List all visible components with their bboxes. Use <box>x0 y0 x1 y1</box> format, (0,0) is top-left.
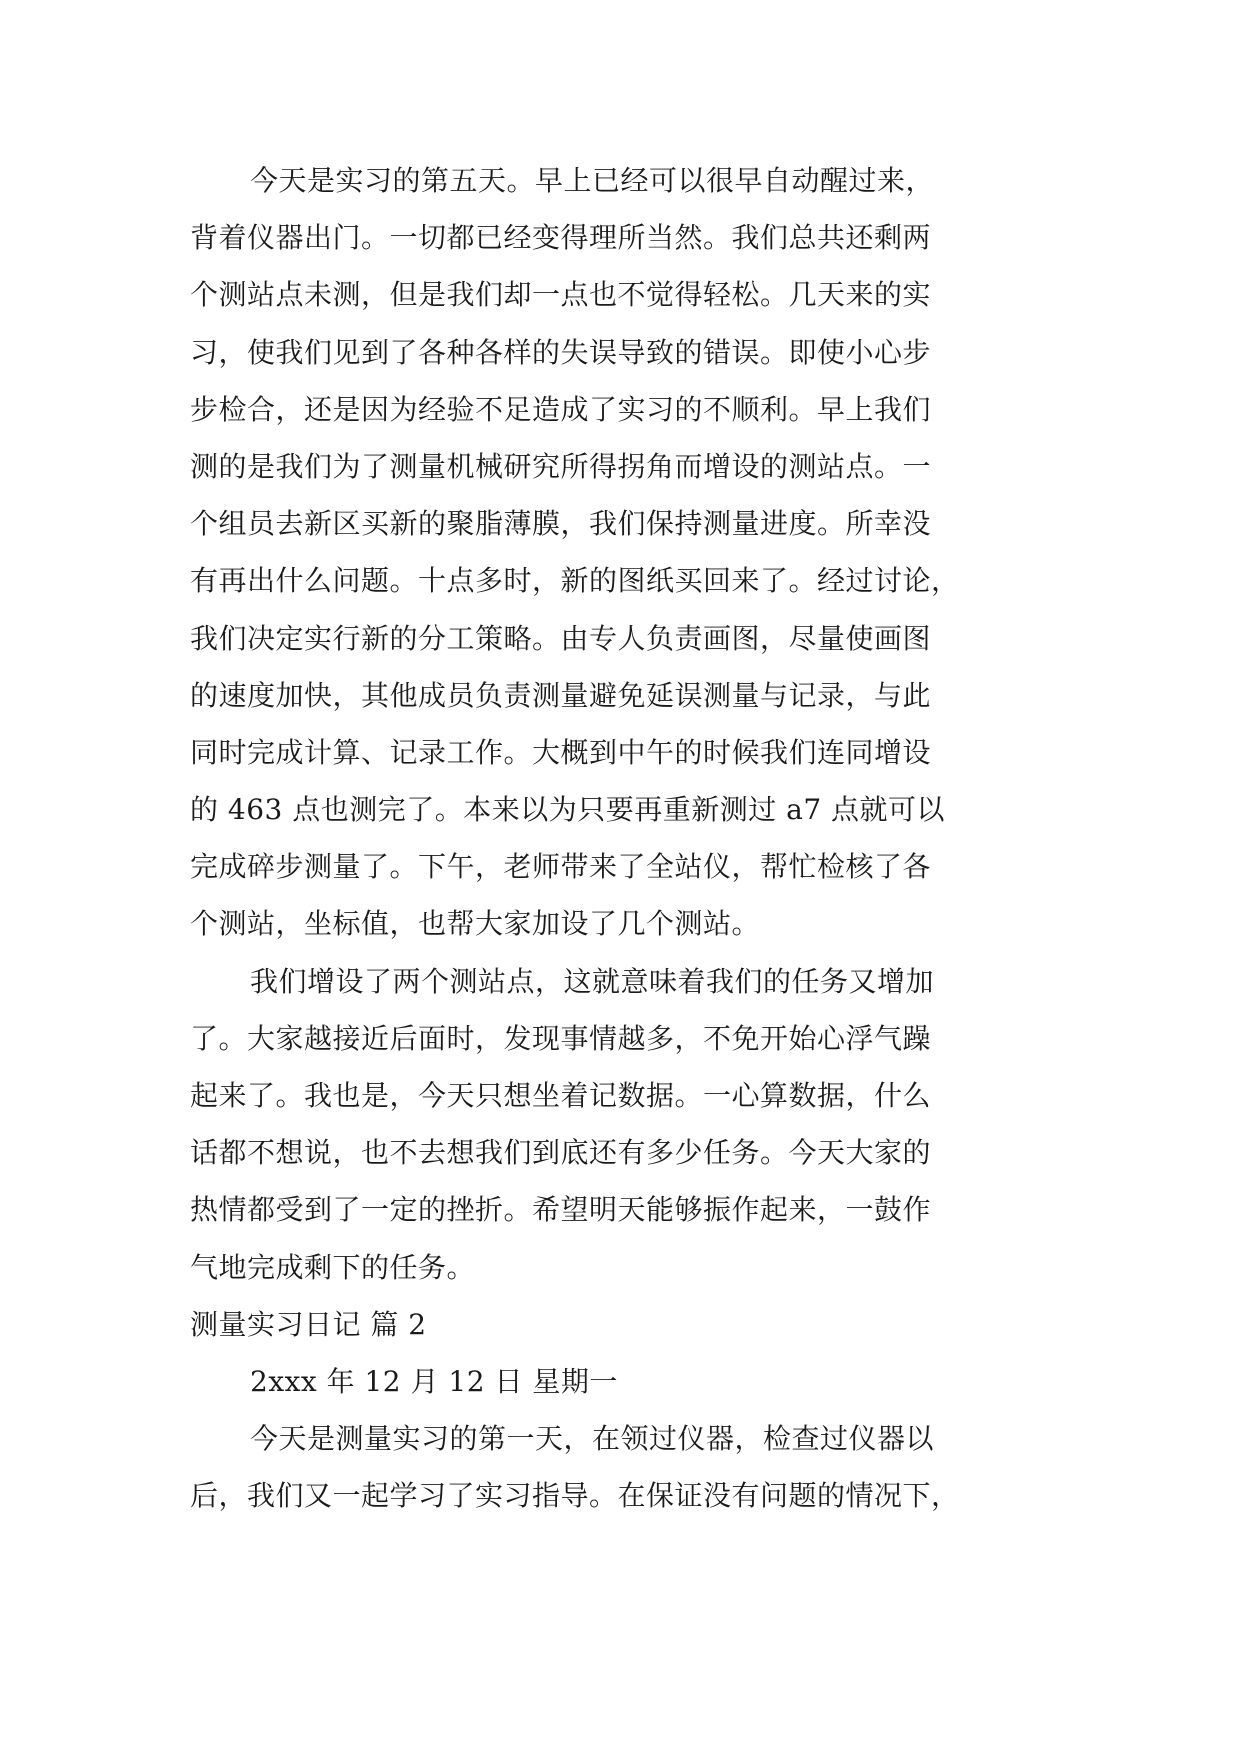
section-heading: 测量实习日记 篇 2 <box>190 1307 427 1341</box>
paragraph-line: 话都不想说，也不去想我们到底还有多少任务。今天大家的 <box>190 1136 932 1170</box>
paragraph-line: 个组员去新区买新的聚脂薄膜，我们保持测量进度。所幸没 <box>190 507 932 541</box>
paragraph-2 <box>190 953 1070 1296</box>
paragraph-line: 我们增设了两个测站点，这就意味着我们的任务又增加 <box>250 964 935 998</box>
paragraph-line: 后，我们又一起学习了实习指导。在保证没有问题的情况下， <box>190 1479 960 1513</box>
paragraph-line: 步检合，还是因为经验不足造成了实习的不顺利。早上我们 <box>190 392 932 426</box>
paragraph-line: 完成碎步测量了。下午，老师带来了全站仪，帮忙检核了各 <box>190 850 932 884</box>
paragraph-line: 同时完成计算、记录工作。大概到中午的时候我们连同增设 <box>190 735 932 769</box>
paragraph-line: 测的是我们为了测量机械研究所得拐角而增设的测站点。一 <box>190 449 932 483</box>
paragraph-line: 今天是测量实习的第一天，在领过仪器，检查过仪器以 <box>250 1422 935 1456</box>
paragraph-3 <box>190 1410 1070 1524</box>
paragraph-line: 有再出什么问题。十点多时，新的图纸买回来了。经过讨论， <box>190 564 960 598</box>
paragraph-line: 起来了。我也是，今天只想坐着记数据。一心算数据，什么 <box>190 1079 932 1112</box>
diary-date: 2xxx 年 12 月 12 日 星期一 <box>250 1364 618 1398</box>
paragraph-1 <box>190 152 1070 953</box>
paragraph-line: 习，使我们见到了各种各样的失误导致的错误。即使小心步 <box>190 335 932 369</box>
paragraph-line: 个测站，坐标值，也帮大家加设了几个测站。 <box>190 907 761 941</box>
paragraph-line: 气地完成剩下的任务。 <box>190 1250 476 1284</box>
paragraph-line: 背着仪器出门。一切都已经变得理所当然。我们总共还剩两 <box>190 221 932 255</box>
paragraph-line: 的速度加快，其他成员负责测量避免延误测量与记录，与此 <box>190 678 932 712</box>
paragraph-line: 热情都受到了一定的挫折。希望明天能够振作起来，一鼓作 <box>190 1193 932 1227</box>
paragraph-line: 我们决定实行新的分工策略。由专人负责画图，尽量使画图 <box>190 621 932 655</box>
paragraph-line: 了。大家越接近后面时，发现事情越多，不免开始心浮气躁 <box>190 1021 932 1055</box>
paragraph-line: 的 463 点也测完了。本来以为只要再重新测过 a7 点就可以 <box>190 793 946 827</box>
document-body <box>190 152 1070 1525</box>
paragraph-line: 个测站点未测，但是我们却一点也不觉得轻松。几天来的实 <box>190 278 932 312</box>
paragraph-line: 今天是实习的第五天。早上已经可以很早自动醒过来， <box>250 164 935 197</box>
